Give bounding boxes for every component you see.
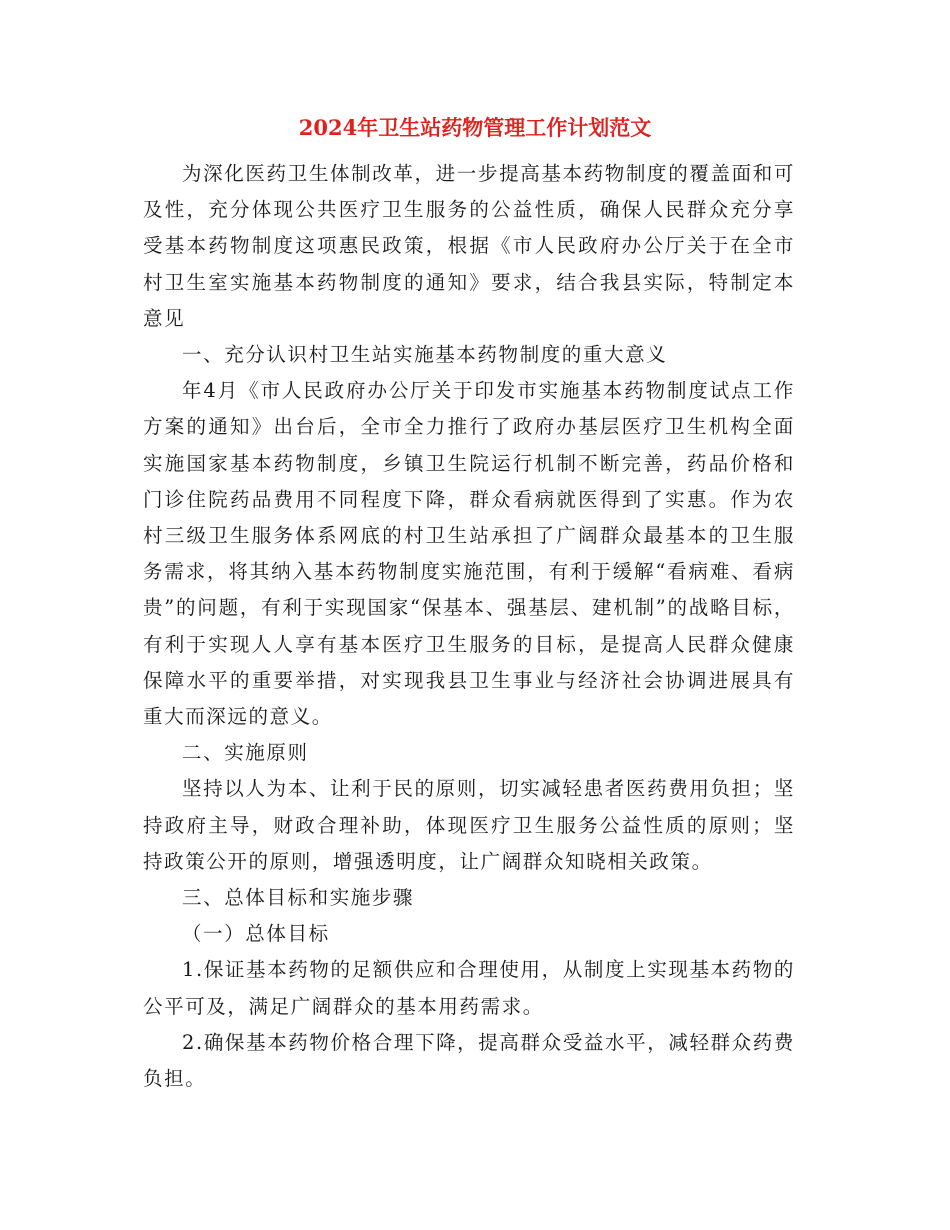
section-heading-3: 三、总体目标和实施步骤	[182, 886, 415, 910]
list-item-goal-1: 1.保证基本药物的足额供应和合理使用，从制度上实现基本药物的公平可及，满足广阔群众的基本用药需求。	[143, 958, 795, 1018]
subsection-heading-1: （一）总体目标	[182, 922, 330, 946]
document-body	[143, 156, 795, 1097]
paragraph-principles: 坚持以人为本、让利于民的原则，切实减轻患者医药费用负担；坚持政府主导，财政合理补助，体现医疗卫生服务公益性质的原则；坚持政策公开的原则，增强透明度，让广阔群众知晓相关政策。	[143, 777, 795, 873]
section-heading-2: 二、实施原则	[182, 741, 309, 765]
section-heading-1: 一、充分认识村卫生站实施基本药物制度的重大意义	[182, 343, 668, 367]
paragraph-significance: 年4月《市人民政府办公厅关于印发市实施基本药物制度试点工作方案的通知》出台后，全市全力推行了政府办基层医疗卫生机构全面实施国家基本药物制度，乡镇卫生院运行机制不断完善，药品价格和门诊住院药品费用不同程度下降，群众看病就医得到了实惠。作为农村三级卫生服务体系网底的村卫生站承担了广阔群众最基本的卫生服务需求，将其纳入基本药物制度实施范围，有利于缓解“看病难、看病贵”的问题，有利于实现国家“保基本、强基层、建机制”的战略目标，有利于实现人人享有基本医疗卫生服务的目标，是提高人民群众健康保障水平的重要举措，对实现我县卫生事业与经济社会协调进展具有重大而深远的意义。	[143, 379, 795, 729]
document-title: 2024年卫生站药物管理工作计划范文	[298, 115, 652, 140]
list-item-goal-2: 2.确保基本药物价格合理下降，提高群众受益水平，减轻群众药费负担。	[143, 1030, 795, 1091]
paragraph-intro: 为深化医药卫生体制改革，进一步提高基本药物制度的覆盖面和可及性，充分体现公共医疗卫生服务的公益性质，确保人民群众充分享受基本药物制度这项惠民政策，根据《市人民政府办公厅关于在全市村卫生室实施基本药物制度的通知》要求，结合我县实际，特制定本意见	[143, 162, 795, 330]
